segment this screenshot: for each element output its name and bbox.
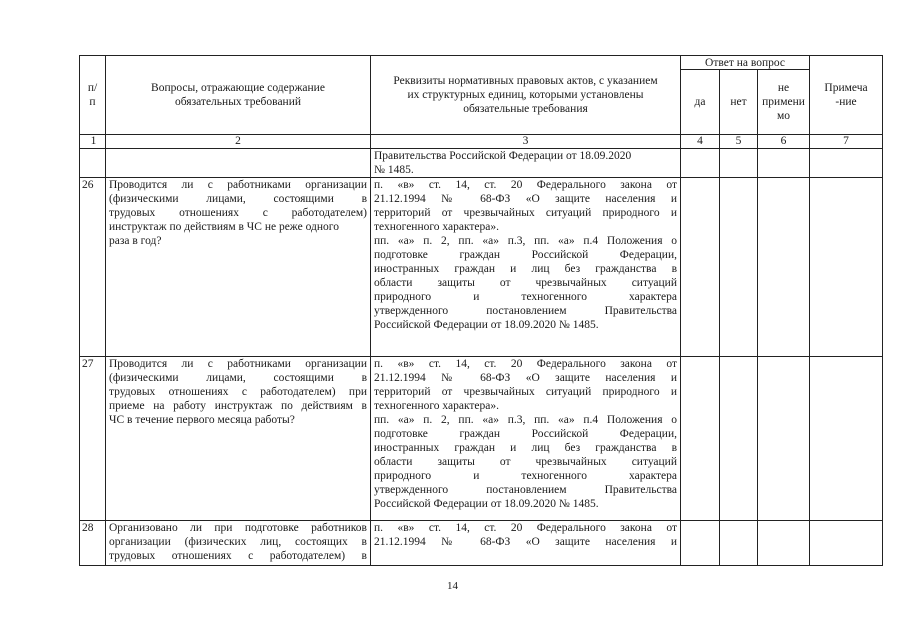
table-row [80,357,883,521]
table-row [80,178,883,357]
row-number: 28 [80,521,106,566]
column-number: 7 [810,135,883,149]
question-text: Организовано ли при подготовке работников организации (физических лиц, состоящих в трудовых отношениях с работодателем) в [106,521,371,566]
acts-text: п. «в» ст. 14, ст. 20 Федерального закона от 21.12.1994 № 68-ФЗ «О защите населения и территорий от чрезвычайных ситуаций природного и техногенного характера». пп. «а» п. 2, пп. «а» п.3, пп. «а» п.4 Положения о подготовке граждан Российской Федерации, иностранных граждан и лиц без гражданства в области защиты от чрезвычайных ситуаций природного и техногенного характера утвержденного постановлением Правительства Российской Федерации от 18.09.2020 № 1485. [371,357,681,521]
continuation-row [80,149,883,178]
header-note: Примеча -ние [810,56,883,135]
page-number: 14 [447,580,458,592]
column-number: 4 [681,135,720,149]
table-row [80,521,883,566]
header-row [80,56,883,70]
requirements-table [79,55,883,566]
header-answer-group: Ответ на вопрос [681,56,810,70]
column-number: 2 [106,135,371,149]
row-number: 26 [80,178,106,357]
row-number: 27 [80,357,106,521]
column-number: 5 [720,135,758,149]
header-acts: Реквизиты нормативных правовых актов, с указанием их структурных единиц, которыми установлены обязательные требования [371,56,681,135]
header-yes: да [681,70,720,135]
acts-text: п. «в» ст. 14, ст. 20 Федерального закона от 21.12.1994 № 68-ФЗ «О защите населения и [371,521,681,566]
column-number-row [80,135,883,149]
header-question: Вопросы, отражающие содержание обязательных требований [106,56,371,135]
column-number: 6 [758,135,810,149]
column-number: 1 [80,135,106,149]
header-na: не примени мо [758,70,810,135]
continuation-text: Правительства Российской Федерации от 18.09.2020 № 1485. [371,149,681,178]
column-number: 3 [371,135,681,149]
question-text: Проводится ли с работниками организации (физическими лицами, состоящими в трудовых отношениях с работодателем) инструктаж по действиям в ЧС не реже одного раза в год? [106,178,371,357]
header-no: нет [720,70,758,135]
question-text: Проводится ли с работниками организации (физическими лицами, состоящими в трудовых отношениях с работодателем) при приеме на работу инструктаж по действиям в ЧС в течение первого месяца работы? [106,357,371,521]
header-num: п/ п [80,56,106,135]
acts-text: п. «в» ст. 14, ст. 20 Федерального закона от 21.12.1994 № 68-ФЗ «О защите населения и территорий от чрезвычайных ситуаций природного и техногенного характера». пп. «а» п. 2, пп. «а» п.3, пп. «а» п.4 Положения о подготовке граждан Российской Федерации, иностранных граждан и лиц без гражданства в области защиты от чрезвычайных ситуаций природного и техногенного характера утвержденного постановлением Правительства Российской Федерации от 18.09.2020 № 1485. [371,178,681,357]
